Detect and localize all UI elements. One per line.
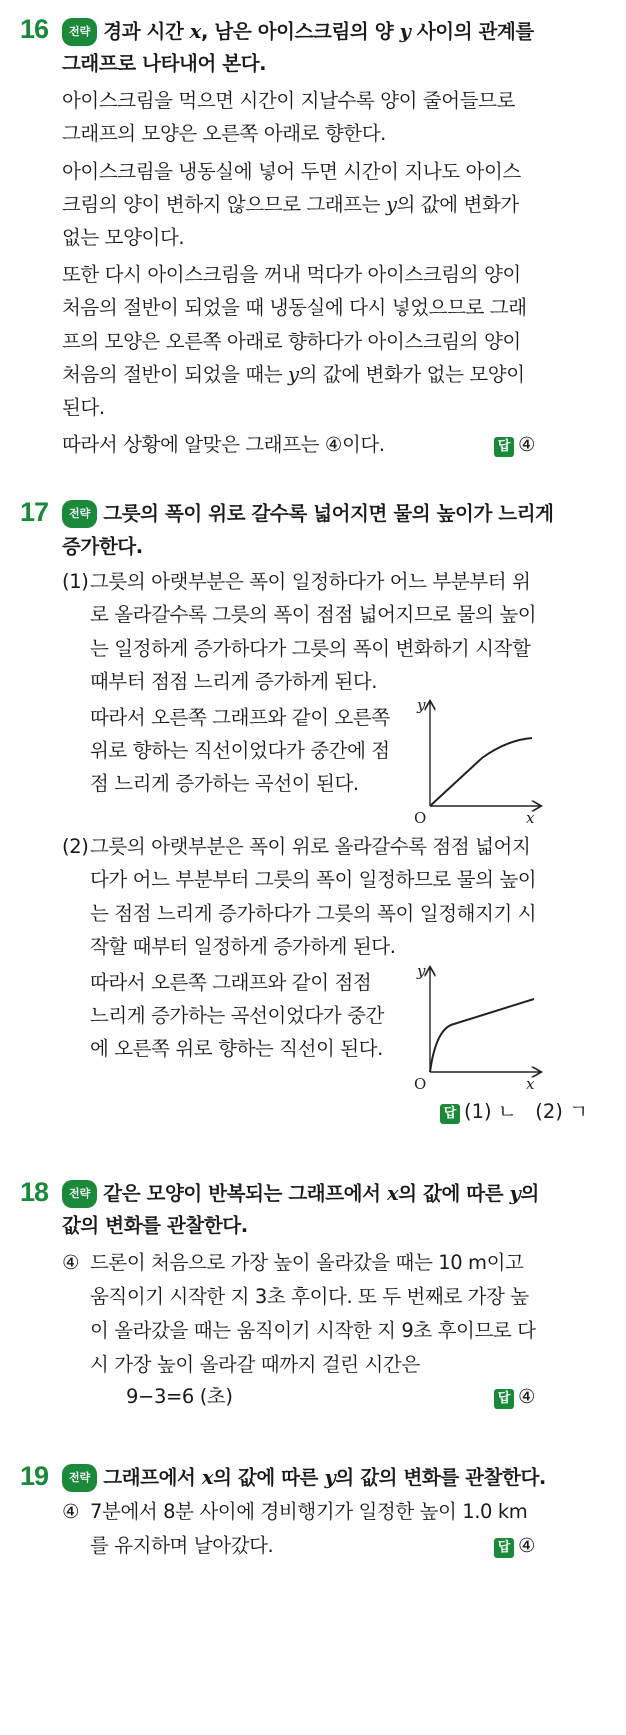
q16-line: 따라서 상황에 알맞은 그래프는 ④이다. <box>62 433 385 456</box>
q17-part2-line: 는 점점 느리게 증가하다가 그릇의 폭이 일정해지기 시 <box>90 902 537 925</box>
q17-graph-1 <box>412 696 562 831</box>
axis-y-label: y <box>417 962 426 980</box>
q18-strategy-line-1: 전략 같은 모양이 반복되는 그래프에서 x의 값에 따른 y의 <box>62 1180 539 1208</box>
q18-answer <box>494 1385 535 1409</box>
q19-strategy-line: 전략 그래프에서 x의 값에 따른 y의 값의 변화를 관찰한다. <box>62 1464 546 1492</box>
q17-part2-label: (2) <box>62 835 89 858</box>
q17-answer <box>440 1100 588 1124</box>
q16-line: 또한 다시 아이스크림을 꺼내 먹다가 아이스크림의 양이 <box>62 263 521 286</box>
q17-strategy-line-1: 전략 그릇의 폭이 위로 갈수록 넓어지면 물의 높이가 느리게 <box>62 500 554 528</box>
origin-label: O <box>414 809 427 827</box>
q19-line: 7분에서 8분 사이에 경비행기가 일정한 높이 1.0 km <box>90 1500 528 1523</box>
q17-part2-line: 에 오른쪽 위로 향하는 직선이 된다. <box>90 1037 383 1060</box>
q17-part1-line: 그릇의 아랫부분은 폭이 일정하다가 어느 부분부터 위 <box>90 570 531 593</box>
q17-part1-line: 위로 향하는 직선이었다가 중간에 점 <box>90 739 390 762</box>
graph-curve <box>430 738 532 806</box>
q18-strategy-line-2: 값의 변화를 관찰한다. <box>62 1214 248 1237</box>
q17-part1-line: 따라서 오른쪽 그래프와 같이 오른쪽 <box>90 706 390 729</box>
q17-strategy-line-2: 증가한다. <box>62 535 143 558</box>
q16-line: 처음의 절반이 되었을 때 냉동실에 다시 넣었으므로 그래 <box>62 296 527 319</box>
answer-badge: 답 <box>494 1538 514 1558</box>
origin-label: O <box>414 1075 427 1093</box>
q18-line: 이 올라갔을 때는 움직이기 시작한 지 9초 후이므로 다 <box>90 1319 536 1342</box>
q18-equation: 9−3=6 (초) <box>126 1385 233 1408</box>
q16-line: 된다. <box>62 396 105 419</box>
q16-strategy-line-2: 그래프로 나타내어 본다. <box>62 52 267 75</box>
q16-line: 그래프의 모양은 오른쪽 아래로 향한다. <box>62 122 386 145</box>
answer-value: ④ <box>518 1385 536 1408</box>
q17-part1-label: (1) <box>62 570 89 593</box>
answer-value: ④ <box>518 1534 536 1557</box>
q17-part2-line: 따라서 오른쪽 그래프와 같이 점점 <box>90 971 372 994</box>
q18-part-label: ④ <box>62 1251 80 1274</box>
q17-part1-line: 점 느리게 증가하는 곡선이 된다. <box>90 772 359 795</box>
strategy-badge: 전략 <box>62 1180 97 1208</box>
q17-part2-line: 다가 어느 부분부터 그릇의 폭이 일정하므로 물의 높이 <box>90 868 537 891</box>
axis-x-label: x <box>526 809 535 827</box>
axis-y-label: y <box>417 696 426 714</box>
answer-value: ④ <box>518 433 536 456</box>
q17-part2-line: 느리게 증가하는 곡선이었다가 중간 <box>90 1004 384 1027</box>
q19-answer <box>494 1534 535 1558</box>
q16-line: 처음의 절반이 되었을 때는 y의 값에 변화가 없는 모양이 <box>62 363 525 386</box>
problem-number-16: 16 <box>20 14 49 44</box>
q19-line: 를 유지하며 날아갔다. <box>90 1534 274 1557</box>
q17-part2-line: 작할 때부터 일정하게 증가하게 된다. <box>90 935 396 958</box>
problem-number-18: 18 <box>20 1177 49 1207</box>
q18-line: 시 가장 높이 올라갈 때까지 걸린 시간은 <box>90 1353 420 1376</box>
q19-part-label: ④ <box>62 1500 80 1523</box>
q17-part1-line: 로 올라갈수록 그릇의 폭이 점점 넓어지므로 물의 높이 <box>90 603 537 626</box>
answer-badge: 답 <box>494 437 514 457</box>
strategy-badge: 전략 <box>62 500 97 528</box>
q16-answer <box>494 433 535 457</box>
answer-value: (1) ㄴ (2) ㄱ <box>464 1100 588 1123</box>
answer-badge: 답 <box>440 1104 460 1124</box>
q16-line: 크림의 양이 변하지 않으므로 그래프는 y의 값에 변화가 <box>62 193 519 216</box>
q16-line: 프의 모양은 오른쪽 아래로 향하다가 아이스크림의 양이 <box>62 330 521 353</box>
q17-part2-line: 그릇의 아랫부분은 폭이 위로 올라갈수록 점점 넓어지 <box>90 835 531 858</box>
q16-line: 없는 모양이다. <box>62 226 185 249</box>
q18-line: 움직이기 시작한 지 3초 후이다. 또 두 번째로 가장 높 <box>90 1285 529 1308</box>
q18-line: 드론이 처음으로 가장 높이 올라갔을 때는 10 m이고 <box>90 1251 524 1274</box>
problem-number-19: 19 <box>20 1461 49 1491</box>
q16-line: 아이스크림을 냉동실에 넣어 두면 시간이 지나도 아이스 <box>62 160 521 183</box>
axis-x-label: x <box>526 1075 535 1093</box>
q17-part1-line: 는 일정하게 증가하다가 그릇의 폭이 변화하기 시작할 <box>90 637 531 660</box>
strategy-badge: 전략 <box>62 1464 97 1492</box>
answer-badge: 답 <box>494 1389 514 1409</box>
q17-part1-line: 때부터 점점 느리게 증가하게 된다. <box>90 670 378 693</box>
q16-strategy-line-1: 전략 경과 시간 x, 남은 아이스크림의 양 y 사이의 관계를 <box>62 18 534 46</box>
q16-line: 아이스크림을 먹으면 시간이 지날수록 양이 줄어들므로 <box>62 89 516 112</box>
q17-graph-2 <box>412 962 562 1097</box>
strategy-badge: 전략 <box>62 18 97 46</box>
graph-curve <box>430 999 534 1072</box>
problem-number-17: 17 <box>20 497 49 527</box>
